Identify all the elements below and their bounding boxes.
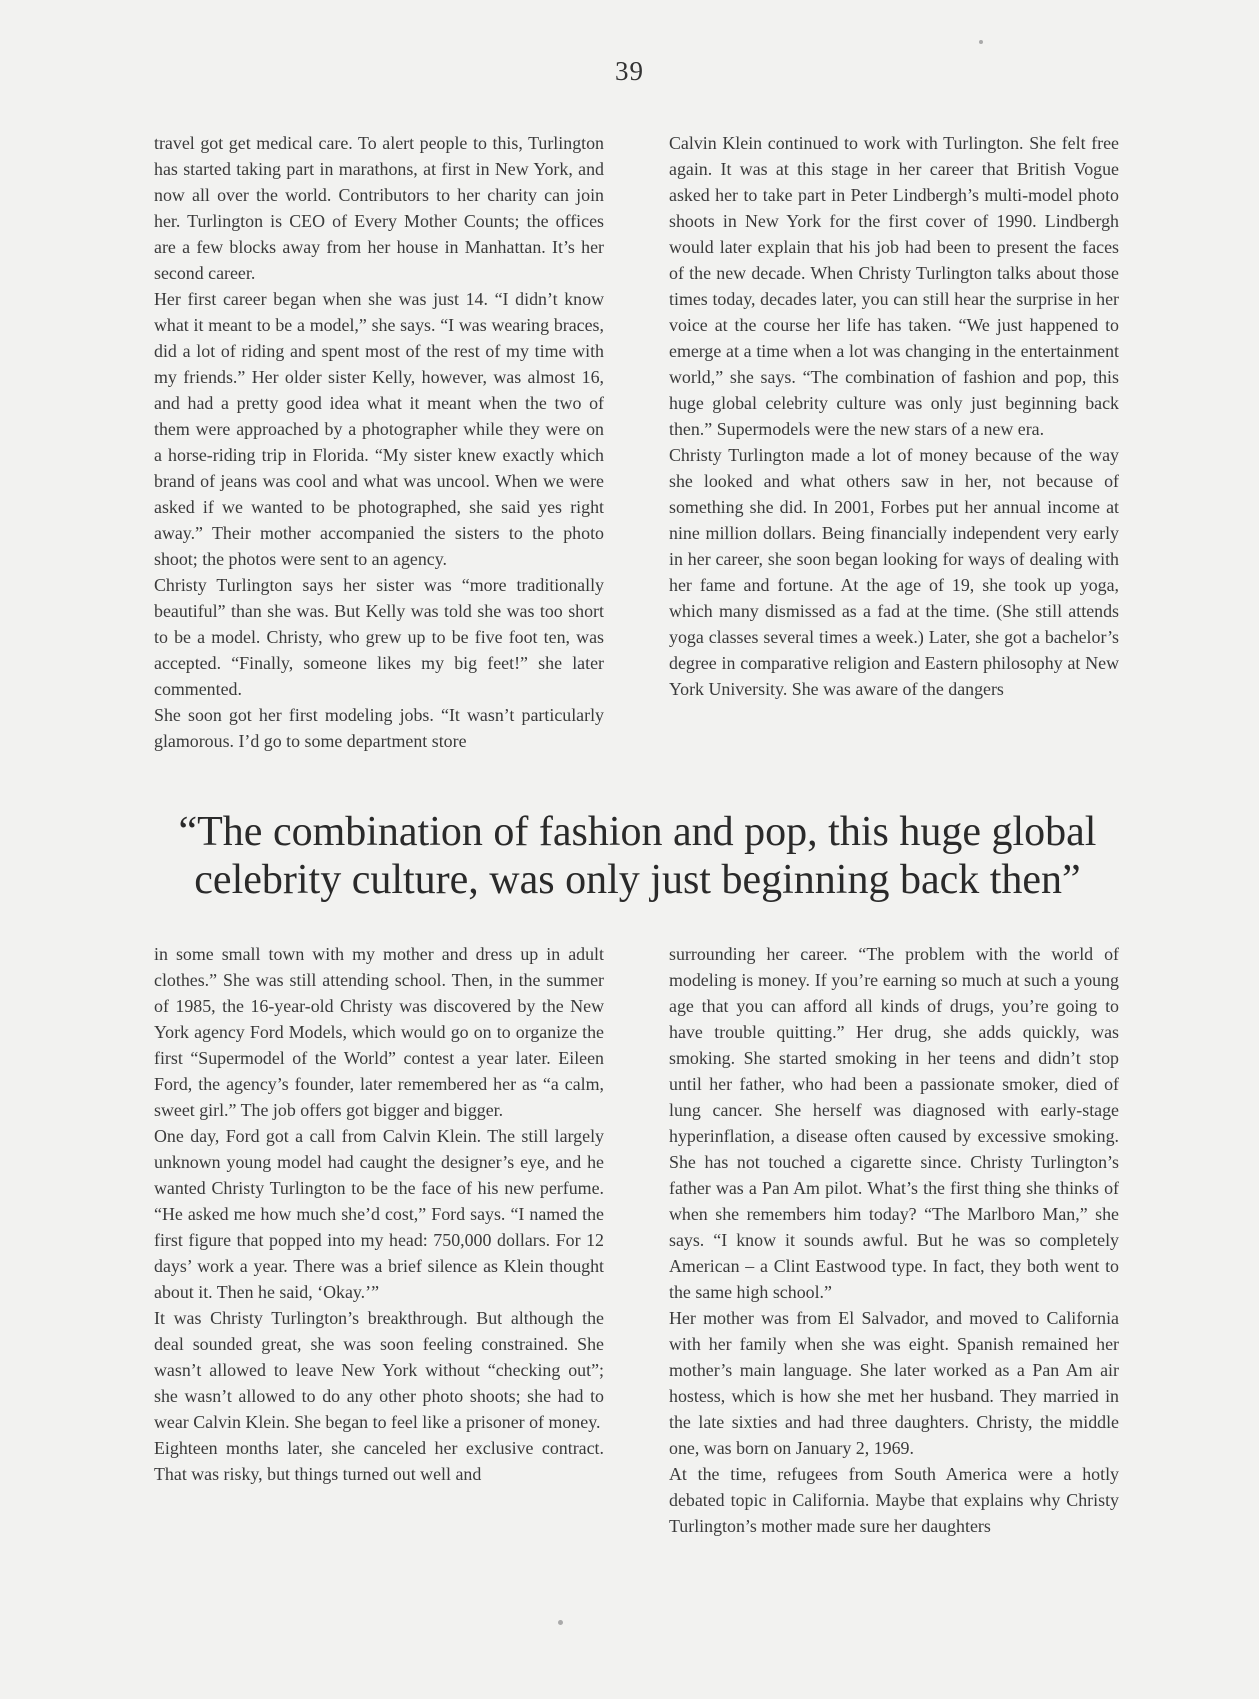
article-column-bottom-left [154, 941, 604, 1487]
article-column-top-right [669, 130, 1119, 702]
article-column-top-left [154, 130, 604, 754]
paragraph: in some small town with my mother and dress up in adult clothes.” She was still attending school. Then, in the summer of 1985, the 16-year-old Christy was discovered by the New York agency Ford Models, which would go on to organize the first “Supermodel of the World” contest a year later. Eileen Ford, the agency’s founder, later remembered her as “a calm, sweet girl.” The job offers got bigger and bigger. [154, 944, 604, 1120]
paragraph: One day, Ford got a call from Calvin Klein. The still largely unknown young model had caught the designer’s eye, and he wanted Christy Turlington to be the face of his new perfume. “He asked me how much she’d cost,” Ford says. “I named the first figure that popped into my head: 750,000 dollars. For 12 days’ work a year. There was a brief silence as Klein thought about it. Then he said, ‘Okay.’” [154, 1126, 604, 1302]
paragraph: At the time, refugees from South America were a hotly debated topic in California. Maybe that explains why Christy Turlington’s mother made sure her daughters [669, 1464, 1119, 1536]
dust-speck [979, 40, 983, 44]
paragraph: Her mother was from El Salvador, and moved to California with her family when she was eight. Spanish remained her mother’s main language. She later worked as a Pan Am air hostess, which is how she met her husband. They married in the late sixties and had three daughters. Christy, the middle one, was born on January 2, 1969. [669, 1308, 1119, 1458]
paragraph: It was Christy Turlington’s breakthrough. But although the deal sounded great, she was soon feeling constrained. She wasn’t allowed to leave New York without “checking out”; she wasn’t allowed to do any other photo shoots; she had to wear Calvin Klein. She began to feel like a prisoner of money. [154, 1308, 604, 1432]
paragraph: Christy Turlington made a lot of money because of the way she looked and what others saw in her, not because of something she did. In 2001, Forbes put her annual income at nine million dollars. Being financially independent very early in her career, she soon began looking for ways of dealing with her fame and fortune. At the age of 19, she took up yoga, which many dismissed as a fad at the time. (She still attends yoga classes several times a week.) Later, she got a bachelor’s degree in comparative religion and Eastern philosophy at New York University. She was aware of the dangers [669, 445, 1119, 699]
page-number: 39 [615, 56, 644, 86]
pull-quote-line: “The combination of fashion and pop, this huge global [178, 809, 1097, 855]
paragraph: Christy Turlington says her sister was “more traditionally beautiful” than she was. But Kelly was told she was too short to be a model. Christy, who grew up to be five foot ten, was accepted. “Finally, someone likes my big feet!” she later commented. [154, 575, 604, 699]
pull-quote-line: celebrity culture, was only just beginning back then” [194, 857, 1081, 903]
paragraph: Calvin Klein continued to work with Turlington. She felt free again. It was at this stage in her career that British Vogue asked her to take part in Peter Lindbergh’s multi-model photo shoots in New York for the first cover of 1990. Lindbergh would later explain that his job had been to present the faces of the new decade. When Christy Turlington talks about those times today, decades later, you can still hear the surprise in her voice at the course her life has taken. “We just happened to emerge at a time when a lot was changing in the entertainment world,” she says. “The combination of fashion and pop, this huge global celebrity culture was only just beginning back then.” Supermodels were the new stars of a new era. [669, 133, 1119, 439]
paragraph: Eighteen months later, she canceled her exclusive contract. That was risky, but things turned out well and [154, 1438, 604, 1484]
article-column-bottom-right [669, 941, 1119, 1539]
paragraph: travel got get medical care. To alert people to this, Turlington has started taking part in marathons, at first in New York, and now all over the world. Contributors to her charity can join her. Turlington is CEO of Every Mother Counts; the offices are a few blocks away from her house in Manhattan. It’s her second career. [154, 133, 604, 283]
pull-quote [150, 808, 1125, 904]
paragraph: Her first career began when she was just 14. “I didn’t know what it meant to be a model,” she says. “I was wearing braces, did a lot of riding and spent most of the rest of my time with my friends.” Her older sister Kelly, however, was almost 16, and had a pretty good idea what it meant when the two of them were approached by a photographer while they were on a horse-riding trip in Florida. “My sister knew exactly which brand of jeans was cool and what was uncool. When we were asked if we wanted to be photographed, she said yes right away.” Their mother accompanied the sisters to the photo shoot; the photos were sent to an agency. [154, 289, 604, 569]
paragraph: surrounding her career. “The problem with the world of modeling is money. If you’re earning so much at such a young age that you can afford all kinds of drugs, you’re going to have trouble quitting.” Her drug, she adds quickly, was smoking. She started smoking in her teens and didn’t stop until her father, who had been a passionate smoker, died of lung cancer. She herself was diagnosed with early-stage hyperinflation, a disease often caused by excessive smoking. She has not touched a cigarette since. Christy Turlington’s father was a Pan Am pilot. What’s the first thing she thinks of when she remembers him today? “The Marlboro Man,” she says. “I know it sounds awful. But he was so completely American – a Clint Eastwood type. In fact, they both went to the same high school.” [669, 944, 1119, 1302]
dust-speck [558, 1620, 563, 1625]
paragraph: She soon got her first modeling jobs. “It wasn’t particularly glamorous. I’d go to some department store [154, 705, 604, 751]
